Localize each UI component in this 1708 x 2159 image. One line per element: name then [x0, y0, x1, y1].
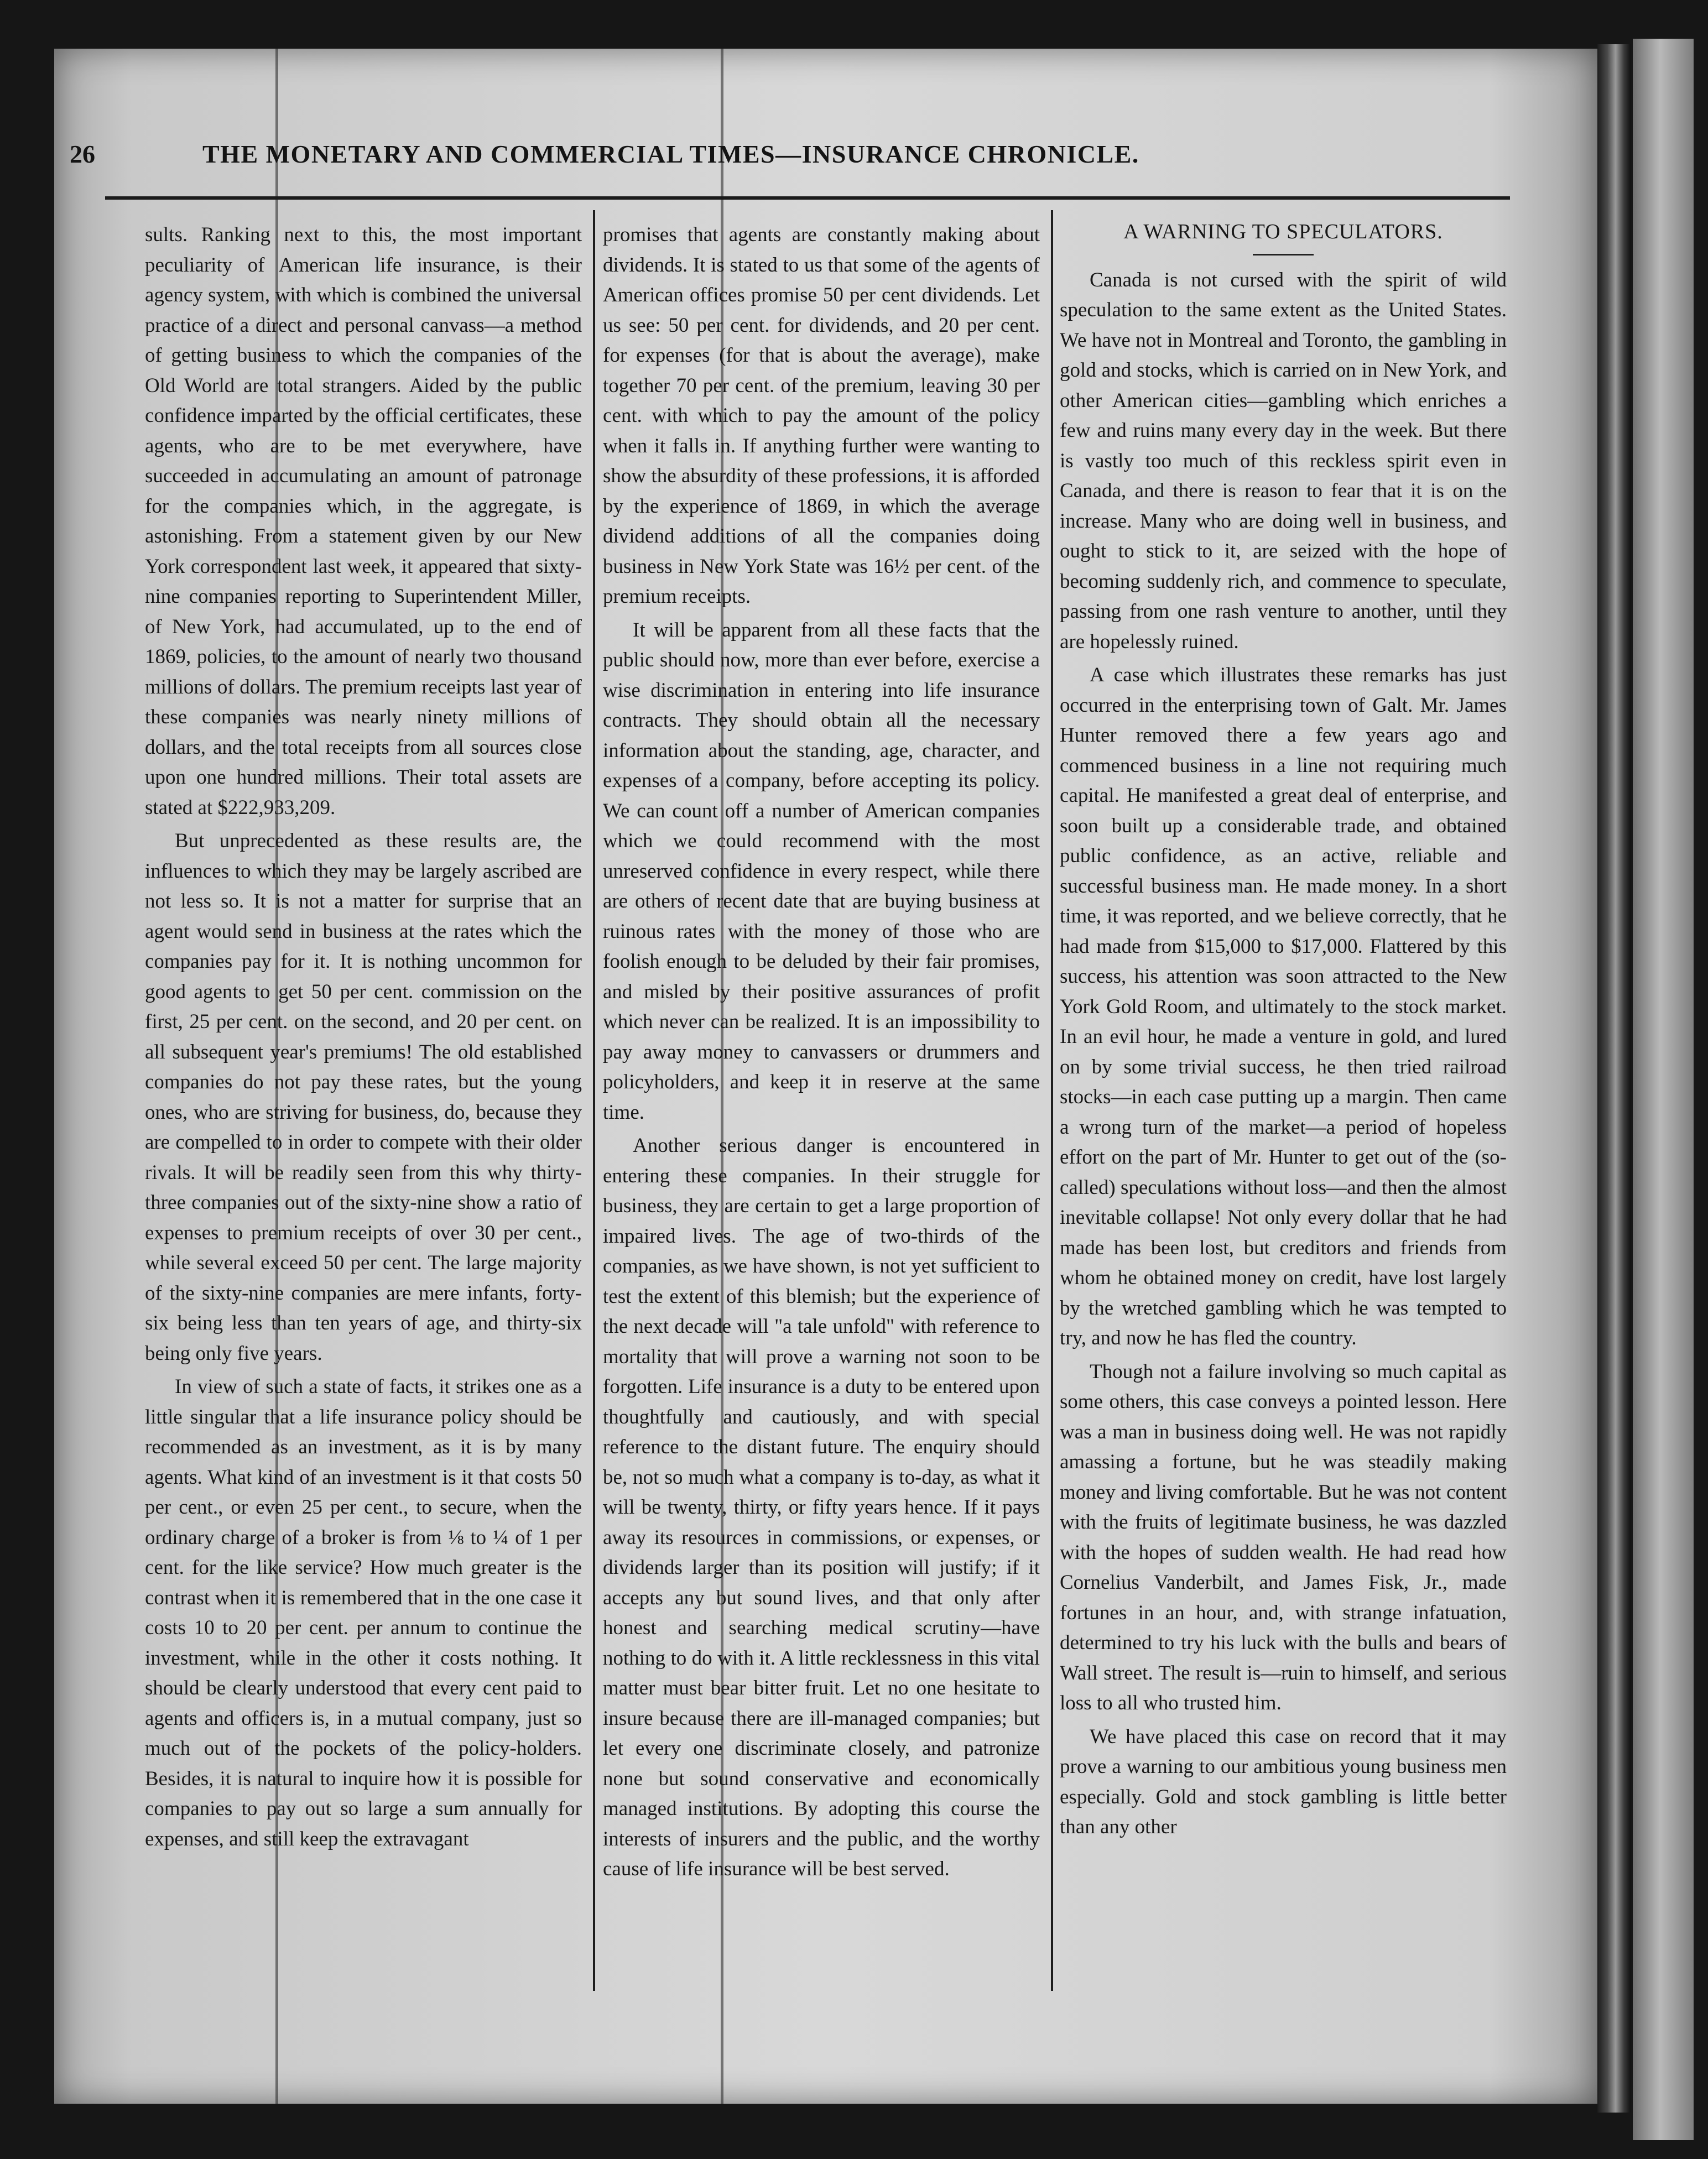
- running-head: THE MONETARY AND COMMERCIAL TIMES—INSURANCE CHRONICLE.: [202, 140, 1139, 168]
- paragraph: A case which illustrates these remarks has just occurred in the enterprising town of Galt. Mr. James Hunter removed there a few years ago and commenced business in a line not requiring much capital. He manifested a great deal of enterprise, and soon built up a considerable trade, and obtained public confidence, as an active, reliable and successful business man. He made money. In a short time, it was reported, and we believe correctly, that he had made from $15,000 to $17,000. Flattered by this success, his attention was soon attracted to the New York Gold Room, and ultimately to the stock market. In an evil hour, he made a venture in gold, and lured on by some trivial success, he then tried railroad stocks—in each case putting up a margin. Then came a wrong turn of the market—a period of hopeless effort on the part of Mr. Hunter to get out of the (so-called) speculations without loss—and then the almost inevitable collapse! Not only every dollar that he had made has been lost, but creditors and friends from whom he obtained money on credit, have lost largely by the wretched gambling which he was tempted to try, and now he has fled the country.: [1060, 664, 1507, 1349]
- paragraph: It will be apparent from all these facts that the public should now, more than ever before, exercise a wise discrimination in entering into life insurance contracts. They should obtain all the necessary information about the standing, age, character, and expenses of a company, before accepting its policy. We can count off a number of American companies which we could recommend with the most unreserved confidence in every respect, while there are others of recent date that are buying business at ruinous rates with the money of those who are foolish enough to be deluded by their fair promises, and misled by their positive assurances of profit which never can be realized. It is an impossibility to pay away money to canvassers or drummers and policyholders, and keep it in reserve at the same time.: [603, 618, 1040, 1124]
- page-number: 26: [70, 140, 95, 168]
- column-rule: [1051, 210, 1053, 1991]
- paragraph: But unprecedented as these results are, the influences to which they may be largely ascribed are not less so. It is not a matter for surprise that an agent would send in business at the rates which the companies pay for it. It is nothing uncommon for good agents to get 50 per cent. commission on the first, 25 per cent. on the second, and 20 per cent. on all subsequent year's premiums! The old established companies do not pay these rates, but the young ones, who are striving for business, do, because they are compelled to in order to compete with their older rivals. It will be readily seen from this why thirty-three companies out of the sixty-nine show a ratio of expenses to premium receipts of over 30 per cent., while several exceed 50 per cent. The large majority of the sixty-nine companies are mere infants, forty-six being less than ten years of age, and thirty-six being only five years.: [145, 830, 582, 1365]
- paragraph: promises that agents are constantly making about dividends. It is stated to us that some of the agents of American offices promise 50 per cent dividends. Let us see: 50 per cent. for dividends, and 20 per cent. for expenses (for that is about the average), make together 70 per cent. of the premium, leaving 30 per cent. with which to pay the amount of the policy when it falls in. If anything further were wanting to show the absurdity of these professions, it is afforded by the experience of 1869, in which the average dividend additions of all the companies doing business in New York State was 16½ per cent. of the premium receipts.: [603, 223, 1040, 608]
- paragraph: In view of such a state of facts, it strikes one as a little singular that a life insurance policy should be recommended as an investment, as it is by many agents. What kind of an investment is it that costs 50 per cent., or even 25 per cent., to secure, when the ordinary charge of a broker is from ⅛ to ¼ of 1 per cent. for the like service? How much greater is the contrast when it is remembered that in the one case it costs 10 to 20 per cent. per annum to continue the investment, while in the other it costs nothing. It should be clearly understood that every cent paid to agents and officers is, in a mutual company, just so much out of the pockets of the policy-holders. Besides, it is natural to inquire how it is possible for companies to pay out so large a sum annually for expenses, and still keep the extravagant: [145, 1375, 582, 1850]
- article-title: A WARNING TO SPECULATORS.: [1123, 220, 1443, 243]
- title-rule: [1253, 254, 1314, 255]
- article-column-3: [1060, 220, 1507, 1846]
- binding-strip: [1633, 39, 1694, 2140]
- column-rule: [593, 210, 595, 1991]
- paragraph: sults. Ranking next to this, the most important peculiarity of American life insurance, is their agency system, with which is combined the universal practice of a direct and personal canvass—a method of getting business to which the companies of the Old World are total strangers. Aided by the public confidence imparted by the official certificates, these agents, who are to be met everywhere, have succeeded in accumulating an amount of patronage for the companies which, in the aggregate, is astonishing. From a statement given by our New York correspondent last week, it appeared that sixty-nine companies reporting to Superintendent Miller, of New York, had accumulated, up to the end of 1869, policies, to the amount of nearly two thousand millions of dollars. The premium receipts last year of these companies was nearly ninety millions of dollars, and the total receipts from all sources close upon one hundred millions. Their total assets are stated at $222,933,209.: [145, 223, 582, 819]
- paragraph: Though not a failure involving so much capital as some others, this case conveys a pointed lesson. Here was a man in business doing well. He was not rapidly amassing a fortune, but he was steadily making money and living comfortable. But he was not content with the fruits of legitimate business, he was dazzled with the hopes of sudden wealth. He had read how Cornelius Vanderbilt, and James Fisk, Jr., made fortunes in an hour, and, with strange infatuation, determined to try his luck with the bulls and bears of Wall street. The result is—ruin to himself, and serious loss to all who trusted him.: [1060, 1360, 1507, 1714]
- page-header: [70, 139, 1309, 189]
- article-column-1: [145, 220, 582, 1858]
- binding-edge: [1597, 44, 1631, 2113]
- paragraph: We have placed this case on record that it may prove a warning to our ambitious young business men especially. Gold and stock gambling is little better than any other: [1060, 1725, 1507, 1838]
- header-rule: [105, 196, 1510, 200]
- article-column-2: [603, 220, 1040, 1888]
- paragraph: Another serious danger is encountered in entering these companies. In their struggle for business, they are certain to get a large proportion of impaired lives. The age of two-thirds of the companies, as we have shown, is not yet sufficient to test the extent of this blemish; but the experience of the next decade will "a tale unfold" with reference to mortality that will prove a warning not soon to be forgotten. Life insurance is a duty to be entered upon thoughtfully and cautiously, and with special reference to the distant future. The enquiry should be, not so much what a company is to-day, as what it will be twenty, thirty, or fifty years hence. If it pays away its resources in commissions, or expenses, or dividends larger than its position will justify; if it accepts any but sound lives, and that only after honest and searching medical scrutiny—have nothing to do with it. A little recklessness in this vital matter must bear bitter fruit. Let no one hesitate to insure because there are ill-managed companies; but let every one discriminate closely, and patronize none but sound conservative and economically managed institutions. By adopting this course the interests of insurers and the public, and the worthy cause of life insurance will be best served.: [603, 1134, 1040, 1880]
- paragraph: Canada is not cursed with the spirit of wild speculation to the same extent as the United States. We have not in Montreal and Toronto, the gambling in gold and stocks, which is carried on in New York, and other American cities—gambling which enriches a few and ruins many every day in the week. But there is vastly too much of this reckless spirit even in Canada, and there is reason to fear that it is on the increase. Many who are doing well in business, and ought to stick to it, are seized with the hope of becoming suddenly rich, and commence to speculate, passing from one rash venture to another, until they are hopelessly ruined.: [1060, 268, 1507, 653]
